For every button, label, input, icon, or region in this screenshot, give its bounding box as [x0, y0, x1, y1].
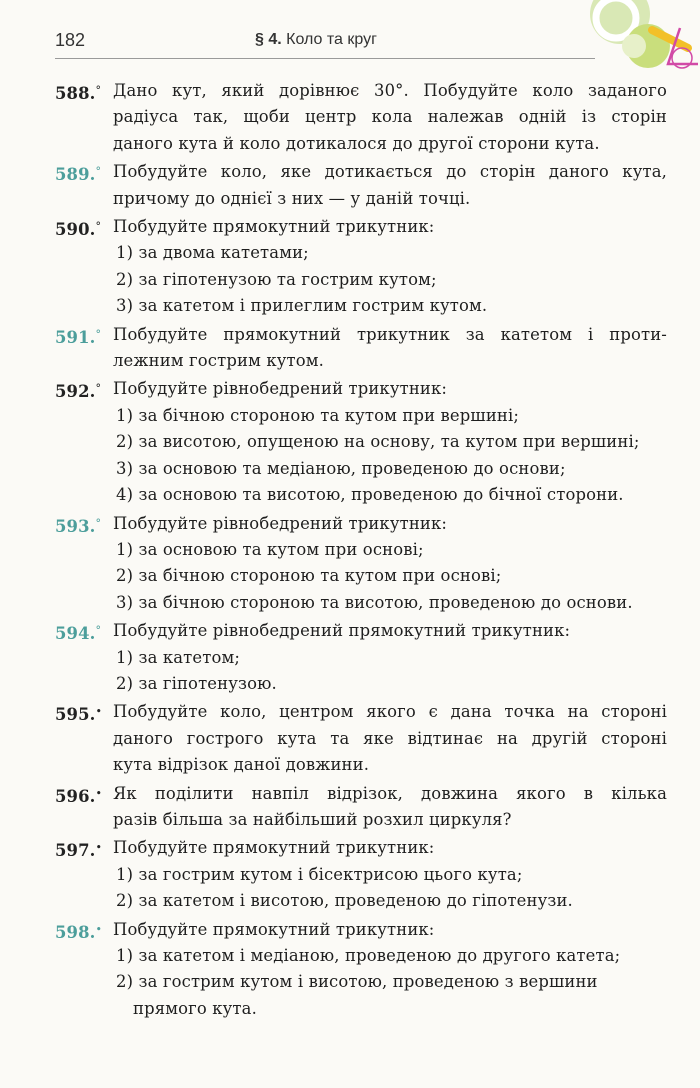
problem-number-text: 598. [55, 922, 96, 942]
sub-item: 2) за гострим кутом і висотою, проведеною з вершини [116, 972, 598, 992]
problem-590 [55, 214, 667, 320]
problem-number-text: 592. [55, 382, 96, 402]
sub-item: 1) за гострим кутом і бісектрисою цього кута; [116, 864, 523, 884]
problem-596 [55, 781, 667, 834]
sub-item: 1) за бічною стороною та кутом при вершині; [116, 405, 520, 425]
problem-598 [55, 917, 667, 1023]
section-name: Коло та круг [286, 31, 377, 48]
problem-text-line: Побудуйте рівнобедрений прямокутний трикутник: [113, 621, 571, 641]
header-rule [55, 58, 595, 59]
difficulty-mark: ° [95, 220, 102, 234]
problem-594 [55, 618, 667, 697]
sub-item: 3) за катетом і прилеглим гострим кутом. [116, 296, 488, 316]
difficulty-mark: • [95, 922, 103, 936]
problem-list [55, 78, 667, 1024]
difficulty-mark: ° [95, 327, 102, 341]
problem-591 [55, 322, 667, 375]
difficulty-mark: • [95, 841, 103, 855]
problem-number [55, 699, 102, 728]
problem-text-line: Побудуйте коло, центром якого є дана точка на стороні [113, 702, 667, 722]
sub-item-continuation: прямого кута. [133, 998, 257, 1018]
problem-592 [55, 376, 667, 508]
problem-number-text: 588. [55, 84, 96, 103]
problem-number [55, 781, 102, 810]
sub-item: 2) за бічною стороною та кутом при основі; [116, 566, 502, 586]
problem-text-line: Побудуйте прямокутний трикутник: [113, 217, 435, 237]
problem-number [55, 214, 101, 243]
problem-text-line: Дано кут, який дорівнює 30°. Побудуйте коло заданого [113, 81, 667, 100]
page-header [0, 0, 700, 80]
problem-number-text: 594. [55, 624, 96, 644]
difficulty-mark: ° [95, 84, 102, 97]
problem-text-line: Побудуйте рівнобедрений трикутник: [113, 379, 448, 399]
page-number: 182 [55, 30, 86, 50]
sub-item: 1) за основою та кутом при основі; [116, 539, 424, 559]
problem-text-line: кута відрізок даної довжини. [113, 755, 370, 775]
problem-text-line: Побудуйте прямокутний трикутник: [113, 919, 435, 939]
problem-number [55, 322, 101, 351]
problem-text-line: разів більша за найбільший розхил циркуля? [113, 809, 512, 829]
problem-text-line: Як поділити навпіл відрізок, довжина якого в кілька [113, 783, 667, 803]
problem-text-line: Побудуйте коло, яке дотикається до сторін даного кута, [113, 162, 667, 182]
problem-text-line: даного кута й коло дотикалося до другої сторони кута. [113, 133, 600, 153]
difficulty-mark: ° [95, 516, 102, 530]
problem-number [55, 159, 101, 188]
problem-593 [55, 511, 667, 617]
problem-589 [55, 159, 667, 212]
sub-item: 2) за висотою, опущеною на основу, та кутом при вершині; [116, 432, 640, 452]
problem-number-text: 595. [55, 705, 96, 725]
difficulty-mark: • [95, 786, 103, 800]
section-title [255, 31, 377, 49]
sub-item: 2) за гіпотенузою. [116, 673, 277, 693]
problem-597 [55, 835, 667, 914]
problem-text-line: Побудуйте прямокутний трикутник за катетом і проти- [113, 324, 667, 344]
problem-text-line: Побудуйте рівнобедрений трикутник: [113, 513, 448, 533]
section-mark: § 4. [255, 31, 282, 48]
sub-item: 3) за основою та медіаною, проведеною до основи; [116, 458, 566, 478]
problem-number-text: 597. [55, 841, 96, 861]
problem-number [55, 511, 101, 540]
problem-number [55, 618, 101, 647]
sub-item: 1) за катетом; [116, 647, 241, 667]
problem-text-line: даного гострого кута та яке відтинає на другій стороні [113, 728, 667, 748]
sub-item: 2) за гіпотенузою та гострим кутом; [116, 269, 437, 289]
geometry-logo-icon [582, 0, 700, 80]
problem-588 [55, 78, 667, 157]
problem-text-line: радіуса так, щоби центр кола належав одній із сторін [113, 107, 667, 127]
sub-item: 1) за катетом і медіаною, проведеною до другого катета; [116, 946, 621, 965]
sub-item: 3) за бічною стороною та висотою, проведеною до основи. [116, 592, 633, 612]
problem-number [55, 376, 101, 405]
difficulty-mark: ° [95, 624, 102, 638]
problem-number [55, 917, 102, 946]
difficulty-mark: • [95, 705, 103, 719]
problem-number-text: 593. [55, 516, 96, 536]
difficulty-mark: ° [95, 165, 102, 179]
problem-number [55, 835, 102, 864]
problem-text-line: причому до однієї з них — у даній точці. [113, 188, 471, 208]
sub-item: 4) за основою та висотою, проведеною до бічної сторони. [116, 485, 624, 505]
problem-595 [55, 699, 667, 778]
problem-number [55, 78, 101, 107]
problem-text-line: Побудуйте прямокутний трикутник: [113, 838, 435, 858]
problem-number-text: 590. [55, 220, 96, 240]
sub-item: 1) за двома катетами; [116, 243, 309, 263]
problem-text-line: лежним гострим кутом. [113, 351, 325, 371]
problem-number-text: 591. [55, 327, 96, 347]
problem-number-text: 589. [55, 165, 96, 185]
sub-item: 2) за катетом і висотою, проведеною до гіпотенузи. [116, 891, 573, 911]
difficulty-mark: ° [95, 382, 102, 396]
problem-number-text: 596. [55, 786, 96, 806]
